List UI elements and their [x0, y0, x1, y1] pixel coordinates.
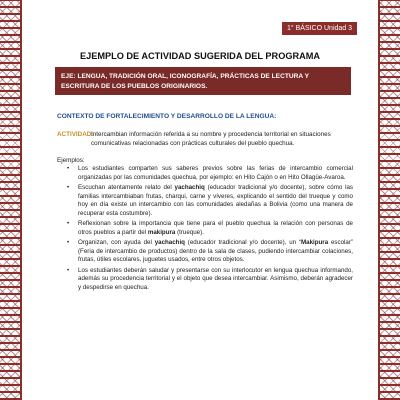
activity-label: ACTIVIDAD:: [57, 131, 94, 138]
list-item: • Organizan, con ayuda del yachachiq (educador tradicional y/o docente), un “Makipura escolar” (Feria de intercambio de productos) dentro de la sala de clases, pudiendo intercambiar colaciones, frutas, útiles escolares, juguetes usados, entre otros objetos.: [67, 239, 353, 263]
list-item: • Los estudiantes deberán saludar y presentarse con su interlocutor en lengua quechua informando, además su procedencia territorial y el objeto que desea intercambiar. Asimismo, deberán agradecer y despedirse en quechua.: [67, 266, 353, 291]
right-border-pattern: [378, 0, 400, 400]
bullet-icon: •: [67, 220, 70, 227]
eje-banner: EJE: LENGUA, TRADICIÓN ORAL, ICONOGRAFÍA, PRÁCTICAS DE LECTURA Y ESCRITURA DE LOS PUEBLOS ORIGINARIOS.: [55, 67, 351, 95]
list-item: • Los estudiantes comparten sus saberes previos sobre las ferias de intercambio comercial organizadas por las comunidades quechua, por ejemplo: en Hito Cajón o en Hito Ollagüe-Avaroa.: [67, 165, 353, 181]
examples-label: Ejemplos:: [57, 157, 85, 164]
bullet-icon: •: [67, 165, 70, 172]
bullet-icon: •: [67, 239, 70, 246]
context-heading: CONTEXTO DE FORTALECIMIENTO Y DESARROLLO DE LA LENGUA:: [57, 113, 277, 120]
bullet-icon: •: [67, 266, 70, 274]
left-border-pattern: [0, 0, 22, 400]
list-item: • Reflexionan sobre la importancia que tiene para el pueblo quechua la relación con personas de otros pueblos a partir del makipura (trueque).: [67, 220, 353, 236]
examples-list: [57, 165, 353, 294]
bullet-icon: •: [67, 184, 70, 191]
activity-block: [57, 130, 352, 148]
activity-text: Intercambian información referida a su nombre y procedencia territorial en situaciones comunicativas relacionadas con prácticas culturales del pueblo quechua.: [91, 131, 331, 147]
page-title: EJEMPLO DE ACTIVIDAD SUGERIDA DEL PROGRAMA: [79, 51, 321, 61]
grade-unit-badge: 1° BÁSICO Unidad 3: [282, 22, 357, 35]
list-item: • Escuchan atentamente relato del yachachiq (educador tradicional y/o docente), sobre cómo las familias intercambiaban frutas, charqui, carne y víveres, explicando el sentido del trueque y como hoy en día existe un intercambio con las comunidades aledañas a Bolivia (como una manera de recuperar esta costumbre).: [67, 184, 354, 217]
